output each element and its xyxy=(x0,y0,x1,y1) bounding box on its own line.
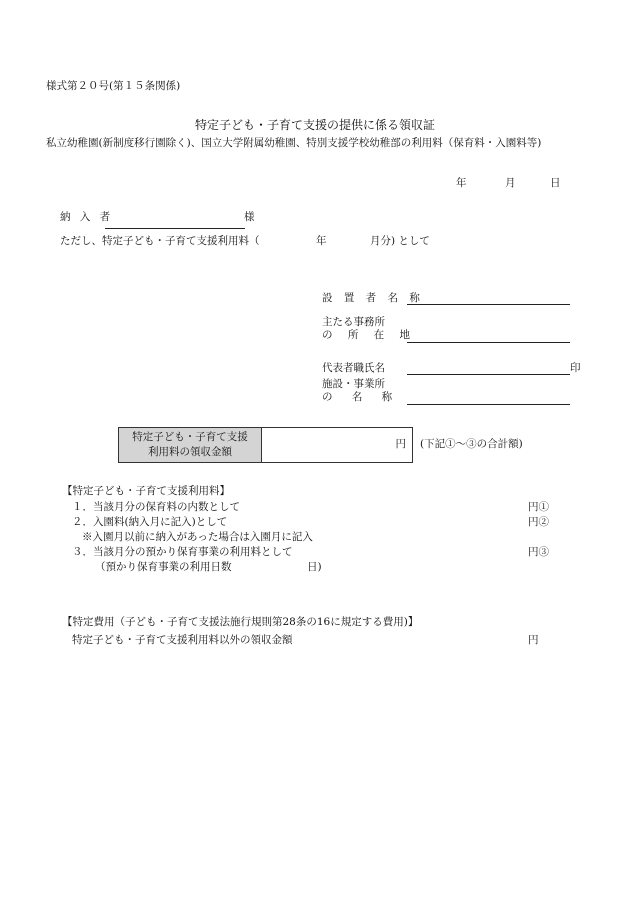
office-label-2: の 所 在 地 xyxy=(322,329,417,341)
form-number: 様式第２０号(第１５条関係) xyxy=(46,80,181,92)
special-fees-unit: 円 xyxy=(528,634,539,646)
receipt-amount-box xyxy=(118,427,413,463)
usage-item-3-days: （預かり保育事業の利用日数 xyxy=(95,561,232,573)
proviso-prefix: ただし、特定子ども・子育て支援利用料（ xyxy=(60,235,260,247)
usage-item-3-unit: 円③ xyxy=(528,546,549,558)
founder-label: 設 置 者 名 称 xyxy=(322,292,424,304)
receipt-amount-label-1: 特定子ども・子育て支援 xyxy=(132,430,248,443)
usage-item-3-days-unit: 日) xyxy=(307,561,322,573)
usage-item-2-note: ※入園月以前に納入があった場合は入園月に記入 xyxy=(82,531,313,543)
receipt-amount-input[interactable] xyxy=(262,428,412,462)
usage-item-2: ２．入園料(納入月に記入)として xyxy=(72,516,228,528)
special-fees-line: 特定子ども・子育て支援利用料以外の領収金額 xyxy=(72,634,293,646)
document-title: 特定子ども・子育て支援の提供に係る領収証 xyxy=(194,118,435,132)
proviso-month: 月分) として xyxy=(370,235,430,247)
usage-item-1: １．当該月分の保育料の内数として xyxy=(72,501,240,513)
payer-label: 納 入 者 xyxy=(60,211,114,223)
receipt-amount-label-2: 利用料の領収金額 xyxy=(148,446,232,458)
date-day-label: 日 xyxy=(550,177,561,189)
receipt-amount-yen: 円 xyxy=(395,438,406,451)
rep-label: 代表者職氏名 xyxy=(322,362,385,374)
amount-note: (下記①～③の合計額) xyxy=(420,438,523,450)
usage-item-1-unit: 円① xyxy=(528,501,549,513)
founder-line[interactable] xyxy=(407,304,570,305)
special-fees-heading: 【特定費用（子ども・子育て支援法施行規則第28条の16に規定する費用)】 xyxy=(62,616,419,628)
date-month-label: 月 xyxy=(505,177,516,189)
document-subtitle: 私立幼稚園(新制度移行園除く)、国立大学附属幼稚園、特別支援学校幼稚部の利用料（保育料・入園料等) xyxy=(46,137,542,149)
seal-mark: 印 xyxy=(570,362,581,374)
facility-label-1: 施設・事業所 xyxy=(322,378,385,390)
usage-item-3: ３．当該月分の預かり保育事業の利用料として xyxy=(72,546,293,558)
facility-line[interactable] xyxy=(407,404,570,405)
payer-honorific: 様 xyxy=(244,211,255,223)
payer-name-line[interactable] xyxy=(105,228,245,229)
usage-item-2-unit: 円② xyxy=(528,516,549,528)
office-line[interactable] xyxy=(407,342,570,343)
proviso-year: 年 xyxy=(316,235,327,247)
date-year-label: 年 xyxy=(456,177,467,189)
office-label-1: 主たる事務所 xyxy=(322,316,385,328)
facility-label-2: の 名 称 xyxy=(322,391,401,403)
usage-fees-heading: 【特定子ども・子育て支援利用料】 xyxy=(62,485,230,497)
rep-line[interactable] xyxy=(407,374,570,375)
receipt-amount-label-cell xyxy=(119,428,262,462)
